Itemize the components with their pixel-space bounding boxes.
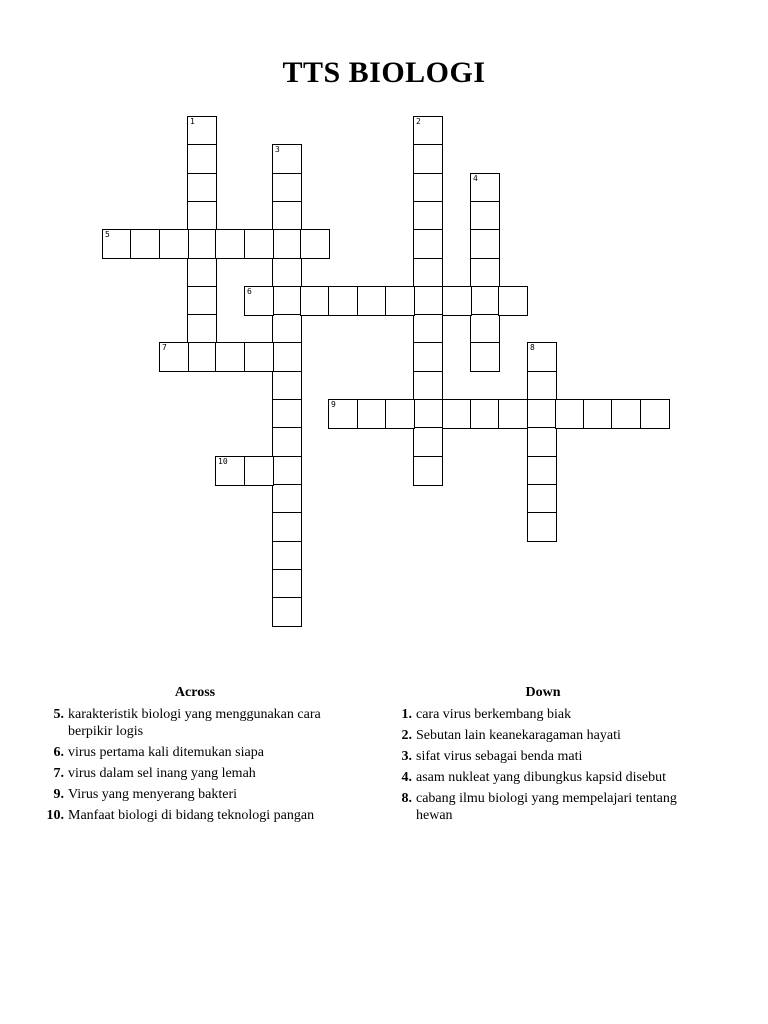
crossword-cell[interactable] (272, 541, 302, 571)
crossword-cell[interactable] (413, 201, 443, 231)
clue-text: karakteristik biologi yang menggunakan cara berpikir logis (68, 707, 321, 739)
clue-number: 8. (401, 791, 412, 806)
crossword-cell[interactable] (413, 258, 443, 288)
clue-text: sifat virus sebagai benda mati (416, 749, 583, 764)
crossword-cell[interactable] (413, 427, 443, 457)
clue-number: 2. (401, 728, 412, 743)
crossword-cell[interactable] (527, 342, 557, 372)
crossword-cell[interactable] (413, 342, 443, 372)
crossword-cell[interactable] (187, 286, 217, 316)
clue-text: virus pertama kali ditemukan siapa (68, 745, 264, 760)
down-clues (388, 685, 698, 828)
crossword-cell[interactable] (470, 258, 500, 288)
crossword-cell[interactable] (413, 314, 443, 344)
clue-item (388, 748, 698, 765)
crossword-cell[interactable] (498, 286, 528, 316)
cell-number: 5 (105, 230, 110, 239)
crossword-cell[interactable] (187, 201, 217, 231)
crossword-cell[interactable] (413, 229, 443, 259)
crossword-cell[interactable] (272, 456, 302, 486)
crossword-cell[interactable] (413, 116, 443, 146)
crossword-cell[interactable] (187, 229, 217, 259)
crossword-cell[interactable] (272, 229, 302, 259)
crossword-cell[interactable] (244, 286, 274, 316)
clue-number: 4. (401, 770, 412, 785)
crossword-cell[interactable] (413, 399, 443, 429)
crossword-cell[interactable] (498, 399, 528, 429)
crossword-cell[interactable] (470, 399, 500, 429)
clue-item (40, 807, 350, 824)
clue-number: 7. (53, 766, 64, 781)
cell-number: 10 (218, 457, 228, 466)
puzzle-title: TTS BIOLOGI (282, 56, 486, 89)
crossword-cell[interactable] (527, 456, 557, 486)
crossword-cell[interactable] (470, 286, 500, 316)
crossword-cell[interactable] (187, 342, 217, 372)
crossword-cell[interactable] (300, 229, 330, 259)
clue-number: 6. (53, 745, 64, 760)
crossword-cell[interactable] (187, 173, 217, 203)
crossword-cell[interactable] (272, 144, 302, 174)
crossword-cell[interactable] (413, 173, 443, 203)
crossword-cell[interactable] (244, 342, 274, 372)
clue-item (40, 786, 350, 803)
crossword-cell[interactable] (413, 286, 443, 316)
crossword-cell[interactable] (527, 427, 557, 457)
clue-text: Virus yang menyerang bakteri (68, 787, 238, 802)
across-heading: Across (174, 685, 216, 700)
clue-number: 9. (53, 787, 64, 802)
crossword-cell[interactable] (215, 229, 245, 259)
clue-item (388, 769, 698, 786)
crossword-cell[interactable] (159, 342, 189, 372)
crossword-cell[interactable] (527, 399, 557, 429)
crossword-cell[interactable] (640, 399, 670, 429)
clue-item (388, 790, 698, 824)
crossword-cell[interactable] (555, 399, 585, 429)
cell-number: 3 (275, 145, 280, 154)
down-heading: Down (525, 685, 561, 700)
crossword-cell[interactable] (187, 314, 217, 344)
clue-number: 5. (53, 707, 64, 722)
crossword-cell[interactable] (130, 229, 160, 259)
crossword-cell[interactable] (442, 399, 472, 429)
clue-text: asam nukleat yang dibungkus kapsid disebut (416, 770, 667, 785)
crossword-cell[interactable] (470, 229, 500, 259)
crossword-cell[interactable] (244, 456, 274, 486)
crossword-cell[interactable] (187, 144, 217, 174)
cell-number: 9 (331, 400, 336, 409)
crossword-cell[interactable] (272, 427, 302, 457)
crossword-cell[interactable] (272, 512, 302, 542)
crossword-cell[interactable] (272, 484, 302, 514)
cell-number: 8 (530, 343, 535, 352)
crossword-cell[interactable] (527, 371, 557, 401)
crossword-cell[interactable] (413, 144, 443, 174)
clue-text: virus dalam sel inang yang lemah (68, 766, 256, 781)
crossword-cell[interactable] (102, 229, 132, 259)
clue-number: 3. (401, 749, 412, 764)
crossword-cell[interactable] (300, 286, 330, 316)
crossword-cell[interactable] (357, 286, 387, 316)
clue-text: cara virus berkembang biak (416, 707, 572, 722)
crossword-cell[interactable] (527, 484, 557, 514)
cell-number: 4 (473, 174, 478, 183)
clue-text: Manfaat biologi di bidang teknologi pangan (68, 808, 315, 823)
cell-number: 6 (247, 287, 252, 296)
crossword-cell[interactable] (357, 399, 387, 429)
crossword-cell[interactable] (527, 512, 557, 542)
crossword-cell[interactable] (583, 399, 613, 429)
crossword-cell[interactable] (272, 597, 302, 627)
clue-text: Sebutan lain keanekaragaman hayati (416, 728, 621, 743)
crossword-cell[interactable] (442, 286, 472, 316)
cell-number: 7 (162, 343, 167, 352)
across-clues (40, 685, 350, 828)
crossword-cell[interactable] (215, 456, 245, 486)
crossword-cell[interactable] (272, 371, 302, 401)
crossword-cell[interactable] (413, 371, 443, 401)
crossword-cell[interactable] (159, 229, 189, 259)
crossword-cell[interactable] (187, 258, 217, 288)
crossword-cell[interactable] (244, 229, 274, 259)
clue-number: 10. (46, 808, 64, 823)
crossword-cell[interactable] (272, 258, 302, 288)
clue-item (388, 706, 698, 723)
crossword-cell[interactable] (470, 314, 500, 344)
crossword-cell[interactable] (272, 399, 302, 429)
crossword-cell[interactable] (272, 314, 302, 344)
crossword-cell[interactable] (272, 286, 302, 316)
clue-item (40, 744, 350, 761)
crossword-cell[interactable] (272, 569, 302, 599)
crossword-cell[interactable] (413, 456, 443, 486)
crossword-cell[interactable] (272, 342, 302, 372)
cell-number: 1 (190, 117, 195, 126)
crossword-cell[interactable] (470, 173, 500, 203)
clue-item (40, 706, 350, 740)
clue-item (388, 727, 698, 744)
clue-item (40, 765, 350, 782)
cell-number: 2 (416, 117, 421, 126)
clue-text: cabang ilmu biologi yang mempelajari tentang hewan (416, 791, 677, 823)
crossword-cell[interactable] (470, 342, 500, 372)
crossword-cell[interactable] (328, 399, 358, 429)
crossword-cell[interactable] (215, 342, 245, 372)
clue-number: 1. (401, 707, 412, 722)
crossword-cell[interactable] (385, 286, 415, 316)
crossword-cell[interactable] (272, 173, 302, 203)
crossword-cell[interactable] (272, 201, 302, 231)
crossword-cell[interactable] (611, 399, 641, 429)
crossword-cell[interactable] (328, 286, 358, 316)
crossword-cell[interactable] (470, 201, 500, 231)
crossword-cell[interactable] (187, 116, 217, 146)
crossword-cell[interactable] (385, 399, 415, 429)
